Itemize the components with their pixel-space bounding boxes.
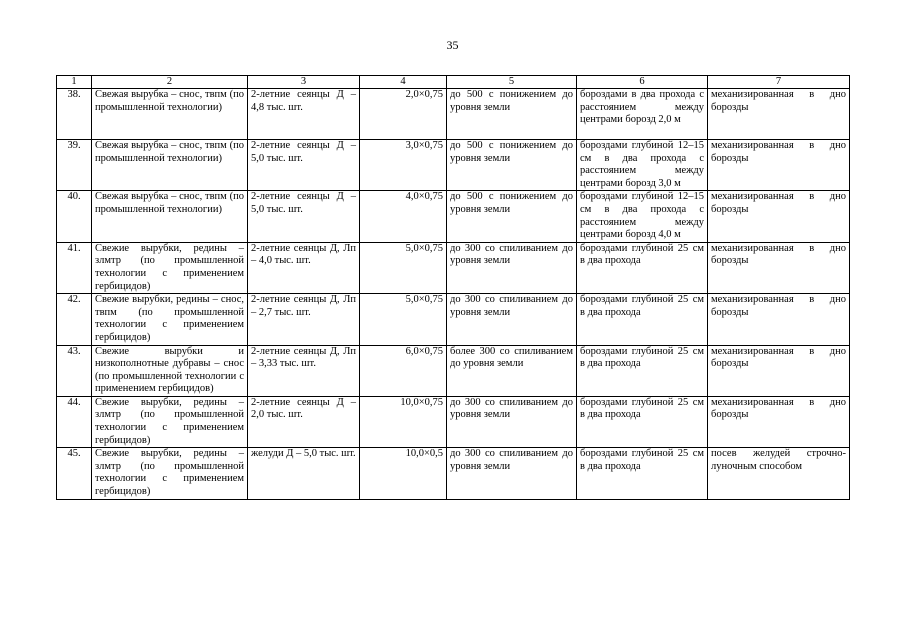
soil-prep-cell: бороздами в два прохода с расстоянием между центрами борозд 2,0 м bbox=[577, 89, 708, 140]
stumps-cell: до 500 с понижением до уровня земли bbox=[447, 140, 577, 191]
table-row bbox=[57, 89, 850, 140]
material-cell: 2-летние сеянцы Д, Лп – 2,7 тыс. шт. bbox=[248, 294, 360, 345]
material-cell: 2-летние сеянцы Д – 2,0 тыс. шт. bbox=[248, 396, 360, 447]
method-cell: механизированная в дно борозды bbox=[708, 396, 850, 447]
column-header-1: 1 bbox=[57, 76, 92, 89]
soil-prep-cell: бороздами глубиной 12–15 см в два прохода с расстоянием между центрами борозд 4,0 м bbox=[577, 191, 708, 242]
soil-prep-cell: бороздами глубиной 25 см в два прохода bbox=[577, 448, 708, 499]
table-row bbox=[57, 140, 850, 191]
row-number: 43. bbox=[57, 345, 92, 396]
site-cell: Свежие вырубки и низкополнотные дубравы – снос (по промышленной технологии с применением гербицидов) bbox=[92, 345, 248, 396]
table-header-row bbox=[57, 76, 850, 89]
stumps-cell: до 500 с понижением до уровня земли bbox=[447, 191, 577, 242]
site-cell: Свежие вырубки, редины – злмтр (по промышленной технологии с применением гербицидов) bbox=[92, 448, 248, 499]
table-row bbox=[57, 191, 850, 242]
material-cell: 2-летние сеянцы Д, Лп – 4,0 тыс. шт. bbox=[248, 242, 360, 293]
method-cell: механизированная в дно борозды bbox=[708, 242, 850, 293]
site-cell: Свежая вырубка – снос, твпм (по промышленной технологии) bbox=[92, 89, 248, 140]
stumps-cell: до 300 со спиливанием до уровня земли bbox=[447, 396, 577, 447]
spacing-cell: 10,0×0,5 bbox=[360, 448, 447, 499]
stumps-cell: до 300 со спиливанием до уровня земли bbox=[447, 448, 577, 499]
spacing-cell: 6,0×0,75 bbox=[360, 345, 447, 396]
row-number: 45. bbox=[57, 448, 92, 499]
material-cell: 2-летние сеянцы Д – 5,0 тыс. шт. bbox=[248, 191, 360, 242]
spacing-cell: 5,0×0,75 bbox=[360, 242, 447, 293]
planting-table bbox=[56, 75, 850, 500]
spacing-cell: 10,0×0,75 bbox=[360, 396, 447, 447]
spacing-cell: 2,0×0,75 bbox=[360, 89, 447, 140]
row-number: 39. bbox=[57, 140, 92, 191]
row-number: 40. bbox=[57, 191, 92, 242]
material-cell: 2-летние сеянцы Д – 5,0 тыс. шт. bbox=[248, 140, 360, 191]
stumps-cell: до 300 со спиливанием до уровня земли bbox=[447, 294, 577, 345]
material-cell: желуди Д – 5,0 тыс. шт. bbox=[248, 448, 360, 499]
table-row bbox=[57, 242, 850, 293]
method-cell: механизированная в дно борозды bbox=[708, 345, 850, 396]
table-row bbox=[57, 448, 850, 499]
spacing-cell: 4,0×0,75 bbox=[360, 191, 447, 242]
row-number: 41. bbox=[57, 242, 92, 293]
soil-prep-cell: бороздами глубиной 12–15 см в два прохода с расстоянием между центрами борозд 3,0 м bbox=[577, 140, 708, 191]
site-cell: Свежая вырубка – снос, твпм (по промышленной технологии) bbox=[92, 140, 248, 191]
stumps-cell: до 300 со спиливанием до уровня земли bbox=[447, 242, 577, 293]
method-cell: механизированная в дно борозды bbox=[708, 89, 850, 140]
column-header-4: 4 bbox=[360, 76, 447, 89]
method-cell: посев желудей строчно-луночным способом bbox=[708, 448, 850, 499]
table-row bbox=[57, 396, 850, 447]
page-number: 35 bbox=[446, 38, 459, 52]
material-cell: 2-летние сеянцы Д – 4,8 тыс. шт. bbox=[248, 89, 360, 140]
site-cell: Свежие вырубки, редины – злмтр (по промышленной технологии с применением гербицидов) bbox=[92, 242, 248, 293]
site-cell: Свежие вырубки, редины – снос, твпм (по промышленной технологии с применением гербицидов) bbox=[92, 294, 248, 345]
method-cell: механизированная в дно борозды bbox=[708, 191, 850, 242]
column-header-6: 6 bbox=[577, 76, 708, 89]
column-header-5: 5 bbox=[447, 76, 577, 89]
soil-prep-cell: бороздами глубиной 25 см в два прохода bbox=[577, 242, 708, 293]
method-cell: механизированная в дно борозды bbox=[708, 294, 850, 345]
soil-prep-cell: бороздами глубиной 25 см в два прохода bbox=[577, 345, 708, 396]
row-number: 38. bbox=[57, 89, 92, 140]
stumps-cell: более 300 со спиливанием до уровня земли bbox=[447, 345, 577, 396]
site-cell: Свежие вырубки, редины – злмтр (по промышленной технологии с применением гербицидов) bbox=[92, 396, 248, 447]
site-cell: Свежая вырубка – снос, твпм (по промышленной технологии) bbox=[92, 191, 248, 242]
row-number: 44. bbox=[57, 396, 92, 447]
stumps-cell: до 500 с понижением до уровня земли bbox=[447, 89, 577, 140]
spacing-cell: 3,0×0,75 bbox=[360, 140, 447, 191]
material-cell: 2-летние сеянцы Д, Лп – 3,33 тыс. шт. bbox=[248, 345, 360, 396]
row-number: 42. bbox=[57, 294, 92, 345]
column-header-7: 7 bbox=[708, 76, 850, 89]
spacing-cell: 5,0×0,75 bbox=[360, 294, 447, 345]
table-row bbox=[57, 345, 850, 396]
method-cell: механизированная в дно борозды bbox=[708, 140, 850, 191]
table-row bbox=[57, 294, 850, 345]
column-header-2: 2 bbox=[92, 76, 248, 89]
column-header-3: 3 bbox=[248, 76, 360, 89]
soil-prep-cell: бороздами глубиной 25 см в два прохода bbox=[577, 294, 708, 345]
soil-prep-cell: бороздами глубиной 25 см в два прохода bbox=[577, 396, 708, 447]
